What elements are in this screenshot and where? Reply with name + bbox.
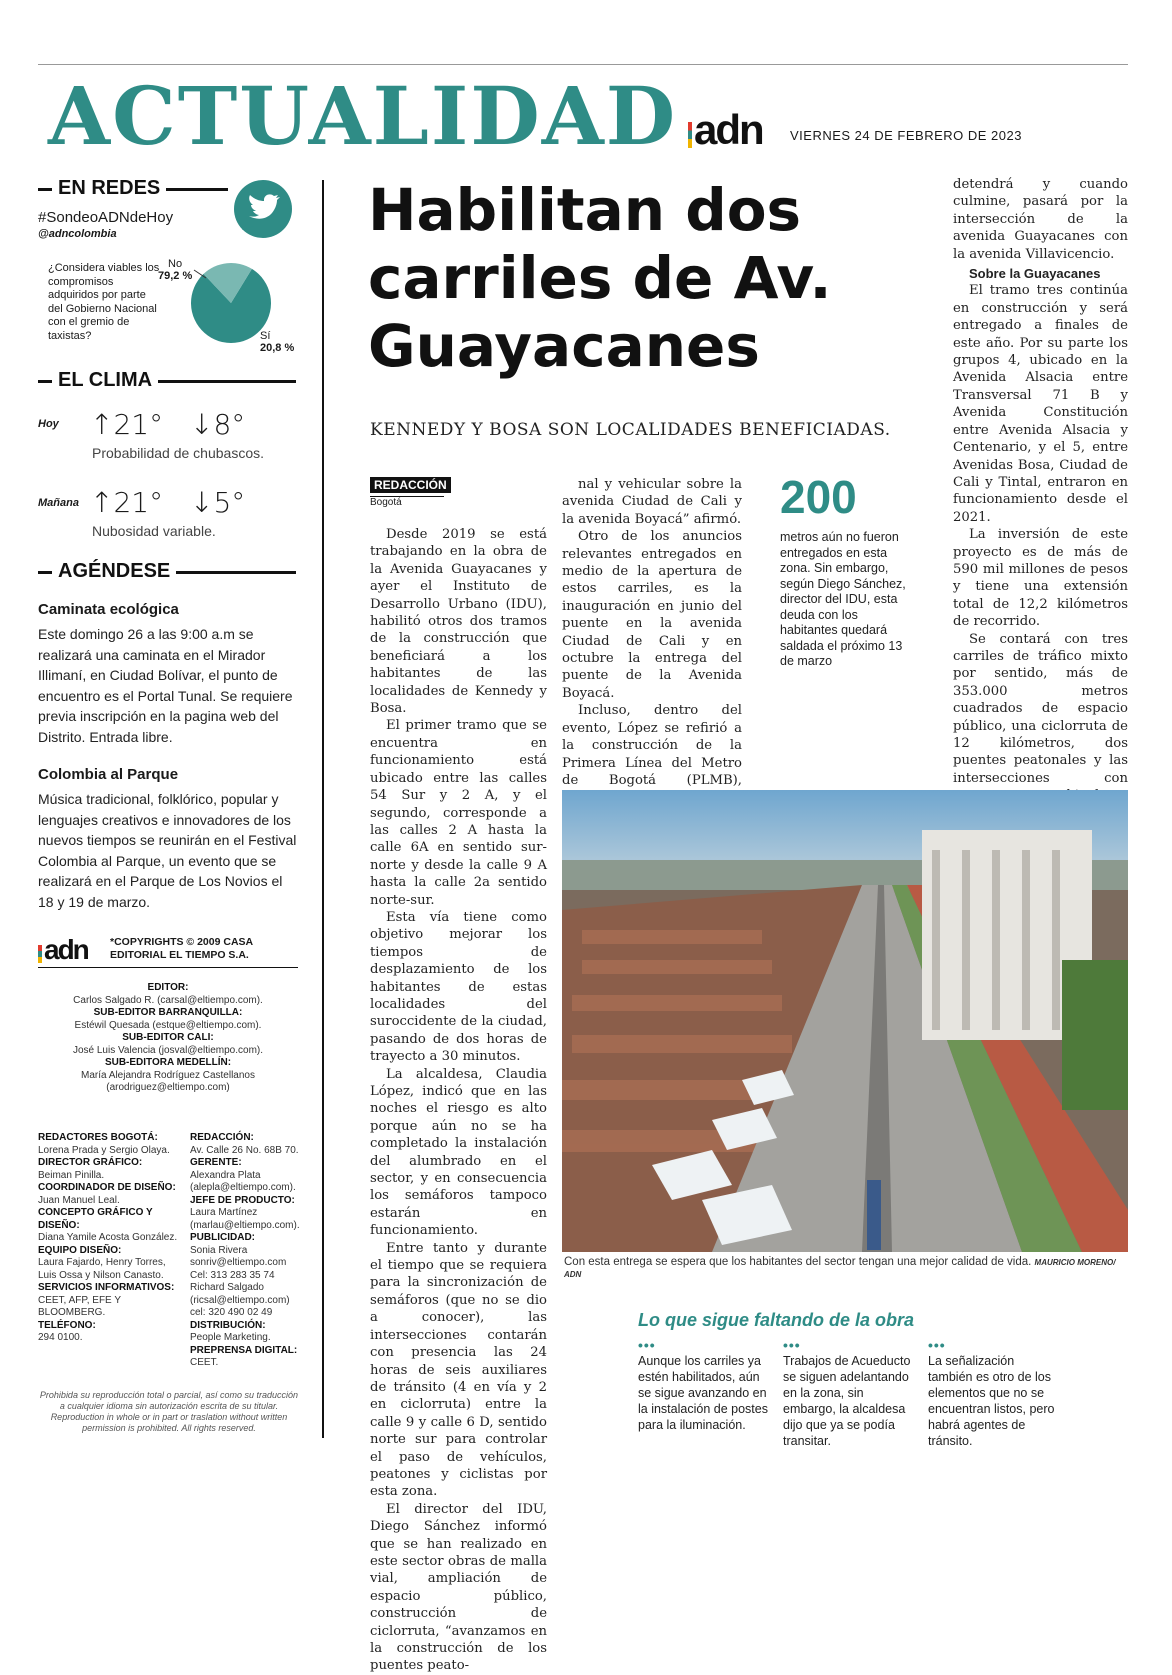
clima-label: EL CLIMA (52, 369, 158, 392)
staff-role: DIRECTOR GRÁFICO: (38, 1157, 143, 1168)
staff-entry (38, 1207, 183, 1245)
col1-paragraph: La alcaldesa, Claudia López, indicó que en las noches el riesgo es alto porque aún no se ha completado la instalación del alumbrado en el sector, y en consecuencia los semáforos tampoco estarán en funcionamiento. (370, 1066, 547, 1239)
staff-entry (40, 982, 296, 1007)
staff-role: REDACTORES BOGOTÁ: (38, 1132, 158, 1143)
staff-name: Beiman Pinilla. (38, 1169, 105, 1181)
staff-entry (38, 1132, 183, 1157)
staff-role: DISTRIBUCIÓN: (190, 1319, 266, 1331)
event1-title: Caminata ecológica (38, 601, 179, 618)
article-photo (562, 790, 1128, 1252)
staff-role: SUB-EDITOR CALI: (122, 1032, 214, 1043)
aerial-road-photo (562, 790, 1128, 1252)
top-rule (38, 64, 1128, 65)
staff-role: TELÉFONO: (38, 1319, 96, 1331)
poll-handle: @adncolombia (38, 228, 117, 240)
weather-today-desc: Probabilidad de chubascos. (92, 445, 265, 461)
box-item-1-dots: ••• (638, 1337, 656, 1353)
staff-role: JEFE DE PRODUCTO: (190, 1194, 295, 1206)
en-redes-header (38, 177, 228, 209)
staff-name: Carlos Salgado R. (carsal@eltiempo.com). (73, 994, 263, 1006)
en-redes-label: EN REDES (52, 177, 166, 200)
photo-credit: MAURICIO MORENO/ ADN (564, 1258, 1116, 1279)
staff-entry (190, 1132, 300, 1157)
copyright-text: *COPYRIGHTS © 2009 CASA EDITORIAL EL TIEMPO S.A. (110, 936, 253, 961)
staff-entry (38, 1157, 183, 1182)
staff-entry (38, 1182, 183, 1207)
staff-entry (38, 1245, 183, 1283)
col1-paragraph: Desde 2019 se está trabajando en la obra de la Avenida Guayacanes y ayer el Instituto de Desarrollo Urbano (IDU), habilitó otros dos tramos de la construcción que beneficiará a los habitantes de las localidades de Kennedy y Bosa. (370, 527, 547, 717)
staff-name: Juan Manuel Leal. (38, 1194, 120, 1206)
box-item-3-text: La señalización también es otro de los elementos que no se encuentran listos, pero habrá agentes de tránsito. (928, 1354, 1055, 1448)
staff-name: Estéwil Quesada (estque@eltiempo.com). (74, 1019, 262, 1031)
adn-logo-small (38, 934, 88, 966)
photo-caption-text: Con esta entrega se espera que los habitantes del sector tengan una mejor calidad de vida. (564, 1256, 1032, 1268)
byline-location: Bogotá (370, 496, 444, 508)
staff-name: CEET. (190, 1357, 219, 1368)
box-item-2 (783, 1337, 913, 1449)
staff-name: Laura Fajardo, Henry Torres, Luis Ossa y Nilson Canasto. (38, 1257, 166, 1281)
adn-color-mark-small (38, 945, 42, 963)
article-column-1 (370, 526, 547, 1675)
weather-tomorrow-max: ↑21° (90, 486, 164, 519)
col3-paragraph: La inversión de este proyecto es de más de 590 mil millones de pesos y tiene una extensión total de 12,2 kilómetros de recorrido. (953, 527, 1128, 630)
col2-paragraph: Otro de los anuncios relevantes entregados en medio de la apertura de estos carriles, es la inauguración en junio del puente en la avenida Ciudad de Cali y en octubre la entrega del puente de la Avenida Boyacá. (562, 529, 742, 701)
poll-si-value: 20,8 % (260, 342, 295, 354)
staff-name: CEET, AFP, EFE Y BLOOMBERG. (38, 1294, 121, 1318)
col1-paragraph: Entre tanto y durante el tiempo que se requiera para la sincronización de semáforos (que no se dio a conocer), las intersecciones contarán con presencia las 24 horas de seis auxiliares de tránsito (4 en vía y 2 en ciclorruta) entre la calle 9 y calle 6 D, sentido norte sur para controlar el paso de vehículos, peatones y ciclistas por esta zona. (370, 1240, 547, 1500)
section-title: ACTUALIDAD (48, 69, 678, 163)
weather-today-min: ↓8° (190, 408, 246, 441)
byline (370, 476, 451, 508)
issue-date: VIERNES 24 DE FEBRERO DE 2023 (790, 128, 1022, 143)
staff-entry (190, 1157, 300, 1195)
staff-entry (40, 1007, 296, 1032)
staff-name: Diana Yamile Acosta González. (38, 1232, 178, 1243)
staff-name: Alexandra Plata (alepla@eltiempo.com). (190, 1169, 296, 1193)
staff-name: Av. Calle 26 No. 68B 70. (190, 1144, 299, 1156)
staff-name: Laura Martínez (marlau@eltiempo.com). (190, 1207, 300, 1231)
article-column-3 (953, 176, 1128, 892)
staff-entry (40, 1032, 296, 1057)
staff-name: María Alejandra Rodríguez Castellanos (arodriguez@eltiempo.com) (81, 1069, 255, 1093)
staff-entry (38, 1320, 183, 1345)
article-deck: KENNEDY Y BOSA SON LOCALIDADES BENEFICIADAS. (370, 420, 891, 440)
staff-role: PREPRENSA DIGITAL: (190, 1344, 298, 1356)
poll-hashtag: #SondeoADNdeHoy (38, 209, 174, 226)
staff-name: Sonia Rivera sonriv@eltiempo.com Cel: 313 283 35 74 Richard Salgado (ricsal@eltiempo.com) cel: 320 490 02 49 (190, 1244, 290, 1318)
staff-entry (190, 1195, 300, 1233)
weather-today-label: Hoy (38, 418, 59, 430)
adn-logo-small-text: adn (44, 934, 88, 965)
staff-role: PUBLICIDAD: (190, 1232, 255, 1243)
article-subhead: Sobre la Guayacanes (969, 266, 1101, 282)
weather-today-max: ↑21° (90, 408, 164, 441)
adn-logo-text: adn (694, 106, 763, 153)
adn-color-mark (688, 122, 692, 148)
box-title: Lo que sigue faltando de la obra (638, 1310, 915, 1330)
weather-tomorrow-desc: Nubosidad variable. (92, 523, 216, 539)
staff-entry (38, 1282, 183, 1320)
col3-paragraph: El tramo tres continúa en construcción y será entregado a finales de este año. Por su parte los grupos 4, ubicado en la Avenida Alsacia entre Transversal 71 B y Avenida Constitución entre Avenida Alsacia y Centenario, y el 5, entre Avenidas Bosa, Ciudad de Cali y Tintal, entraron en funcionamiento desde el 2021. (953, 283, 1128, 525)
staff-name: People Marketing. (190, 1332, 271, 1343)
agendese-label: AGÉNDESE (52, 560, 176, 583)
agendese-header (38, 560, 296, 592)
legal-notice: Prohibida su reproducción total o parcial, así como su traducción a cualquier idioma sin autorización escrita de su titular. Reproduction in whole or in part or traslation without written permission is prohibited. All rights reserved. (39, 1390, 299, 1433)
poll-si-label: Sí (260, 330, 271, 342)
staff-role: CONCEPTO GRÁFICO Y DISEÑO: (38, 1207, 153, 1231)
staff-role: SUB-EDITORA MEDELLÍN: (104, 1057, 232, 1068)
poll-si (260, 330, 294, 354)
box-item-3-dots: ••• (928, 1337, 946, 1353)
staff-role: SERVICIOS INFORMATIVOS: (38, 1282, 175, 1293)
staff-left-list (38, 1132, 183, 1345)
col1-paragraph: El primer tramo que se encuentra en funcionamiento está ubicado entre las calles 54 Sur y 2 A, y el segundo, corresponde a las calles 2 A hasta la calle 6A en sentido sur-norte y desde la calle 9 A hasta la calle 2a sentido norte-sur. (370, 718, 547, 908)
box-item-1-text: Aunque los carriles ya estén habilitados, aún se sigue avanzando en la instalación de postes para la iluminación. (638, 1354, 768, 1432)
copyright-rule (38, 967, 298, 968)
col2-paragraph: nal y vehicular sobre la avenida Ciudad de Cali y la avenida Boyacá” afirmó. (562, 477, 742, 527)
article-headline: Habilitan dos carriles de Av. Guayacanes (368, 176, 832, 380)
staff-entry (190, 1232, 300, 1320)
photo-caption (564, 1256, 1130, 1280)
col3-paragraph: Se contará con tres carriles de tráfico mixto por sentido, más de 353.000 metros cuadrados de espacio público, una ciclorruta de 12 kilómetros, dos puentes peatonales y las intersecciones con (953, 631, 1128, 786)
twitter-icon (234, 180, 292, 238)
staff-role: EQUIPO DISEÑO: (38, 1244, 122, 1256)
byline-tag: REDACCIÓN (370, 477, 451, 493)
box-item-3 (928, 1337, 1058, 1449)
weather-tomorrow-label: Mañana (38, 497, 79, 509)
box-item-2-text: Trabajos de Acueducto se siguen adelantando en la zona, sin embargo, la alcaldesa dijo que ya se podía transitar. (783, 1354, 911, 1448)
staff-name: 294 0100. (38, 1332, 83, 1343)
col1-paragraph: Esta vía tiene como objetivo mejorar los tiempos de desplazamiento de los habitantes de estas localidades del suroccidente de la ciudad, pasando de dos horas de trayecto a 30 minutos. (370, 909, 547, 1065)
staff-entry (190, 1320, 300, 1345)
staff-role: COORDINADOR DE DISEÑO: (38, 1182, 176, 1193)
box-item-2-dots: ••• (783, 1337, 801, 1353)
staff-entry (190, 1345, 300, 1370)
staff-role: SUB-EDITOR BARRANQUILLA: (93, 1007, 243, 1018)
staff-role: EDITOR: (147, 982, 189, 993)
article-column-2 (562, 476, 742, 824)
event2-text: Música tradicional, folklórico, popular y lenguajes creativos e innovadores de los nuevos tiempos se reunirán en el Festival Colombia al Parque, un evento que se realizará en el Parque de Los Novios el 18 y 19 de marzo. (38, 791, 297, 910)
adn-logo (688, 106, 763, 154)
staff-role: REDACCIÓN: (190, 1132, 254, 1143)
col3-continuation: detendrá y cuando culmine, pasará por la intersección de la avenida Guayacanes con la avenida Villavicencio. (953, 177, 1128, 262)
staff-name: José Luis Valencia (josval@eltiempo.com). (72, 1044, 264, 1056)
stat-text: metros aún no fueron entregados en esta zona. Sin embargo, según Diego Sánchez, director del IDU, esta deuda con los habitantes quedará saldada el próximo 13 de marzo (780, 530, 906, 668)
event1-text: Este domingo 26 a las 9:00 a.m se realizará una caminata en el Mirador Illimaní, en Ciudad Bolívar, el punto de encuentro es el Portal Tunal. Se requiere previa inscripción en la pagina web del Distrito. Entrada libre. (38, 626, 293, 745)
staff-name: Lorena Prada y Sergio Olaya. (38, 1144, 170, 1156)
weather-tomorrow-min: ↓5° (190, 486, 246, 519)
col1-paragraph: El director del IDU, Diego Sánchez informó que se han realizado en este sector obras de malla vial, ampliación de espacio público, construcción de ciclorruta, “avanzamos en la construcción de los puentes peato- (370, 1501, 547, 1674)
stat-number: 200 (780, 471, 857, 523)
staff-role: GERENTE: (190, 1157, 242, 1168)
poll-no-label: No (168, 258, 183, 270)
clima-header (38, 369, 296, 401)
poll-no-value: 79,2 % (158, 270, 193, 282)
poll-question: ¿Considera viables los compromisos adquiridos por parte del Gobierno Nacional con el gremio de taxistas? (48, 262, 160, 342)
staff-entry (40, 1057, 296, 1095)
event2-title: Colombia al Parque (38, 766, 179, 783)
staff-right-list (190, 1132, 300, 1370)
box-item-1 (638, 1337, 768, 1433)
staff-center-list (40, 982, 296, 1095)
col2-paragraph: Incluso, dentro del evento, López se refirió a la construcción de la Primera Línea del Metro de Bogotá (PLMB), (562, 703, 742, 788)
column-divider (322, 180, 324, 1438)
